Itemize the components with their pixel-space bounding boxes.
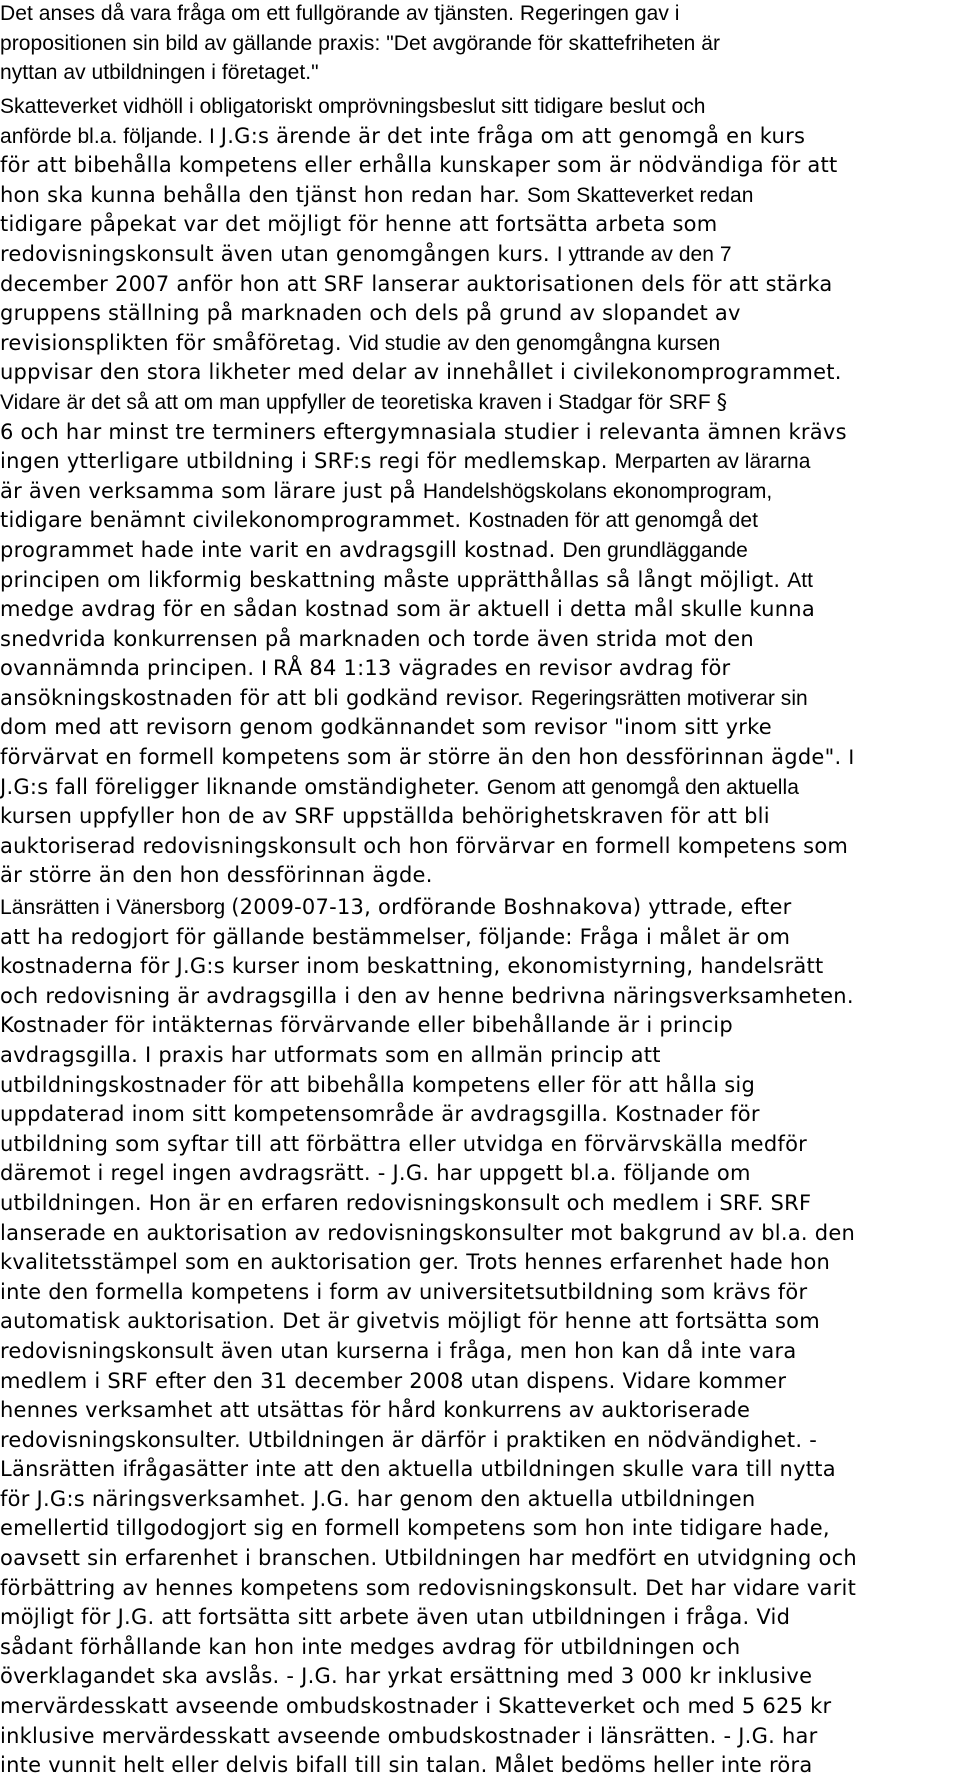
text-line bbox=[0, 773, 960, 803]
text-line bbox=[0, 1544, 960, 1574]
text-run: inte vunnit helt eller delvis bifall till sin talan. Målet bedöms heller inte röra bbox=[0, 1753, 813, 1778]
text-run: redovisningskonsult även utan kurserna i fråga, men hon kan då inte vara bbox=[0, 1338, 797, 1363]
text-line bbox=[0, 713, 960, 743]
text-line bbox=[0, 625, 960, 655]
text-line bbox=[0, 1100, 960, 1130]
text-run: gruppens ställning på marknaden och dels på grund av slopandet av bbox=[0, 301, 741, 326]
text-run: I bbox=[261, 657, 273, 681]
paragraph-skatteverket bbox=[0, 92, 960, 891]
text-run: Handelshögskolans ekonomprogram, bbox=[422, 479, 773, 503]
text-run: utbildningen. Hon är en erfaren redovisningskonsult och medlem i SRF. SRF bbox=[0, 1190, 812, 1215]
text-run: lanserade en auktorisation av redovisningskonsulter mot bakgrund av bl.a. den bbox=[0, 1220, 856, 1245]
text-run: Som Skatteverket redan bbox=[527, 183, 754, 207]
text-run: ovannämnda principen. bbox=[0, 656, 262, 681]
text-run: uppdaterad inom sitt kompetensområde är avdragsgilla. Kostnader för bbox=[0, 1102, 760, 1127]
text-line bbox=[0, 566, 960, 596]
text-line bbox=[0, 270, 960, 300]
text-line bbox=[0, 299, 960, 329]
text-line bbox=[0, 210, 960, 240]
text-line bbox=[0, 861, 960, 891]
text-line bbox=[0, 329, 960, 359]
text-run: förbättring av hennes kompetens som redovisningskonsult. Det har vidare varit bbox=[0, 1575, 857, 1600]
text-line bbox=[0, 358, 960, 388]
text-run: dom med att revisorn genom godkännandet som revisor "inom sitt yrke bbox=[0, 715, 772, 740]
text-line bbox=[0, 1514, 960, 1544]
paragraph-lansratten bbox=[0, 893, 960, 1781]
paragraph-intro bbox=[0, 0, 960, 88]
text-run: Det anses då vara fråga om ett fullgörande av tjänsten. Regeringen gav i bbox=[0, 2, 680, 25]
text-run: Merparten av lärarna bbox=[614, 450, 811, 474]
text-line bbox=[0, 1278, 960, 1308]
text-line bbox=[0, 1011, 960, 1041]
text-run: principen om likformig beskattning måste upprätthållas så långt möjligt. bbox=[0, 567, 788, 592]
text-run: Den grundläggande bbox=[562, 538, 748, 562]
text-line bbox=[0, 477, 960, 507]
text-line bbox=[0, 1633, 960, 1663]
text-run: nyttan av utbildningen i företaget." bbox=[0, 61, 319, 85]
text-run: att ha redogjort för gällande bestämmelser, följande: Fråga i målet är om bbox=[0, 924, 791, 949]
text-run: mervärdesskatt avseende ombudskostnader i Skatteverket och med 5 625 kr bbox=[0, 1694, 832, 1719]
text-line bbox=[0, 654, 960, 684]
text-line bbox=[0, 1455, 960, 1485]
text-line bbox=[0, 1189, 960, 1219]
text-line bbox=[0, 1219, 960, 1249]
text-run: Länsrätten ifrågasätter inte att den aktuella utbildningen skulle vara till nytta bbox=[0, 1457, 836, 1482]
text-line bbox=[0, 58, 960, 88]
text-line bbox=[0, 181, 960, 211]
text-run: (2009-07-13, ordförande Boshnakova) yttrade, efter bbox=[231, 895, 792, 919]
text-run: är större än den hon dessförinnan ägde. bbox=[0, 863, 433, 888]
text-line bbox=[0, 982, 960, 1012]
text-run: och redovisning är avdragsgilla i den av henne bedrivna näringsverksamheten. bbox=[0, 983, 854, 1008]
text-run: ansökningskostnaden för att bli godkänd revisor. bbox=[0, 685, 531, 710]
text-line bbox=[0, 1751, 960, 1781]
text-line bbox=[0, 1337, 960, 1367]
text-run: för J.G:s näringsverksamhet. J.G. har genom den aktuella utbildningen bbox=[0, 1486, 756, 1511]
text-run: Vid studie av den genomgångna kursen bbox=[348, 331, 721, 355]
text-line bbox=[0, 832, 960, 862]
text-run: kostnaderna för J.G:s kurser inom beskattning, ekonomistyrning, handelsrätt bbox=[0, 954, 824, 979]
text-line bbox=[0, 1130, 960, 1160]
text-run: Genom att genomgå den aktuella bbox=[486, 775, 799, 799]
text-line bbox=[0, 1041, 960, 1071]
text-run: hon ska kunna behålla den tjänst hon redan har. bbox=[0, 182, 528, 207]
text-line bbox=[0, 684, 960, 714]
text-run: kvalitetsstämpel som en auktorisation ger. Trots hennes erfarenhet hade hon bbox=[0, 1250, 831, 1275]
text-run: J.G:s ärende är det inte fråga om att genomgå en kurs bbox=[220, 123, 806, 148]
text-run: tidigare benämnt civilekonomprogrammet. bbox=[0, 508, 469, 533]
text-line bbox=[0, 802, 960, 832]
text-line bbox=[0, 0, 960, 29]
text-run: § bbox=[716, 389, 728, 414]
text-run: kursen uppfyller hon de av SRF uppställda behörighetskraven för att bli bbox=[0, 804, 770, 829]
text-run: 6 och har minst tre terminers eftergymnasiala studier i relevanta ämnen krävs bbox=[0, 419, 847, 444]
text-run: I yttrande av den 7 bbox=[556, 242, 732, 266]
text-run: överklagandet ska avslås. - J.G. har yrkat ersättning med 3 000 kr inklusive bbox=[0, 1664, 813, 1689]
text-run: däremot i regel ingen avdragsrätt. - J.G. har uppgett bl.a. följande om bbox=[0, 1161, 751, 1186]
text-line bbox=[0, 1071, 960, 1101]
text-run: Regeringsrätten motiverar sin bbox=[530, 686, 808, 710]
text-run: medge avdrag för en sådan kostnad som är aktuell i detta mål skulle kunna bbox=[0, 597, 815, 622]
text-run: Vidare är det så att om man uppfyller de teoretiska kraven i Stadgar för SRF bbox=[0, 390, 717, 414]
text-run: I bbox=[848, 746, 855, 770]
text-run: emellertid tillgodogjort sig en formell kompetens som hon inte tidigare hade, bbox=[0, 1516, 830, 1541]
text-line bbox=[0, 1574, 960, 1604]
text-run: december 2007 anför hon att SRF lanserar auktorisationen dels för att stärka bbox=[0, 271, 833, 296]
text-line bbox=[0, 952, 960, 982]
text-line bbox=[0, 122, 960, 152]
text-line bbox=[0, 240, 960, 270]
text-line bbox=[0, 447, 960, 477]
text-run: medlem i SRF efter den 31 december 2008 utan dispens. Vidare kommer bbox=[0, 1368, 787, 1393]
text-line bbox=[0, 1692, 960, 1722]
text-run: Att bbox=[787, 568, 814, 592]
text-line bbox=[0, 1662, 960, 1692]
text-run: snedvrida konkurrensen på marknaden och torde även strida mot den bbox=[0, 626, 754, 651]
text-run: uppvisar den stora likheter med delar av innehållet i civilekonomprogrammet. bbox=[0, 360, 842, 385]
text-run: hennes verksamhet att utsättas för hård konkurrens av auktoriserade bbox=[0, 1398, 751, 1423]
text-run: avdragsgilla. I praxis har utformats som en allmän princip att bbox=[0, 1042, 661, 1067]
text-run: tidigare påpekat var det möjligt för henne att fortsätta arbeta som bbox=[0, 212, 718, 237]
text-run: inklusive mervärdesskatt avseende ombudskostnader i länsrätten. - J.G. har bbox=[0, 1723, 818, 1748]
text-line bbox=[0, 151, 960, 181]
text-line bbox=[0, 1307, 960, 1337]
text-run: programmet hade inte varit en avdragsgill kostnad. bbox=[0, 537, 563, 562]
text-run: Kostnaden för att genomgå det bbox=[468, 509, 759, 533]
text-line bbox=[0, 1603, 960, 1633]
text-run: förvärvat en formell kompetens som är större än den hon dessförinnan ägde". bbox=[0, 745, 849, 770]
text-run: utbildning som syftar till att förbättra eller utvidga en förvärvskälla medför bbox=[0, 1131, 808, 1156]
text-run: revisionsplikten för småföretag. bbox=[0, 330, 349, 355]
text-run: redovisningskonsulter. Utbildningen är därför i praktiken en nödvändighet. - bbox=[0, 1427, 818, 1452]
text-line bbox=[0, 1485, 960, 1515]
text-run: Skatteverket vidhöll i obligatoriskt omprövningsbeslut sitt tidigare beslut och bbox=[0, 95, 706, 118]
text-line bbox=[0, 506, 960, 536]
text-run: för att bibehålla kompetens eller erhålla kunskaper som är nödvändiga för att bbox=[0, 153, 838, 178]
text-line bbox=[0, 743, 960, 773]
text-line bbox=[0, 29, 960, 59]
text-run: Kostnader för intäkternas förvärvande eller bibehållande är i princip bbox=[0, 1013, 733, 1038]
text-run: ingen ytterligare utbildning i SRF:s regi för medlemskap. bbox=[0, 449, 615, 474]
text-run: propositionen sin bild av gällande praxis: "Det avgörande för skattefriheten är bbox=[0, 31, 720, 55]
text-run: oavsett sin erfarenhet i branschen. Utbildningen har medfört en utvidgning och bbox=[0, 1546, 857, 1571]
text-run: RÅ 84 1:13 vägrades en revisor avdrag för bbox=[272, 656, 731, 681]
text-line bbox=[0, 388, 960, 418]
text-line bbox=[0, 923, 960, 953]
text-line bbox=[0, 893, 960, 923]
text-line bbox=[0, 1722, 960, 1752]
text-run: auktoriserad redovisningskonsult och hon förvärvar en formell kompetens som bbox=[0, 833, 849, 858]
text-line bbox=[0, 1426, 960, 1456]
text-line bbox=[0, 1159, 960, 1189]
text-line bbox=[0, 1396, 960, 1426]
text-run: J.G:s fall föreligger liknande omständigheter. bbox=[0, 774, 487, 799]
text-run: utbildningskostnader för att bibehålla kompetens eller för att hålla sig bbox=[0, 1072, 756, 1097]
text-run: är även verksamma som lärare just på bbox=[0, 478, 423, 503]
text-run: redovisningskonsult även utan genomgången kurs. bbox=[0, 241, 557, 266]
text-line bbox=[0, 1248, 960, 1278]
text-run: Länsrätten i Vänersborg bbox=[0, 896, 232, 919]
text-line bbox=[0, 1367, 960, 1397]
text-run: anförde bl.a. följande. I bbox=[0, 124, 221, 148]
text-line bbox=[0, 536, 960, 566]
text-run: inte den formella kompetens i form av universitetsutbildning som krävs för bbox=[0, 1279, 808, 1304]
text-line bbox=[0, 418, 960, 448]
text-line bbox=[0, 92, 960, 122]
text-run: möjligt för J.G. att fortsätta sitt arbete även utan utbildningen i fråga. Vid bbox=[0, 1605, 791, 1630]
text-run: sådant förhållande kan hon inte medges avdrag för utbildningen och bbox=[0, 1634, 741, 1659]
text-line bbox=[0, 595, 960, 625]
text-run: automatisk auktorisation. Det är givetvis möjligt för henne att fortsätta som bbox=[0, 1309, 820, 1334]
